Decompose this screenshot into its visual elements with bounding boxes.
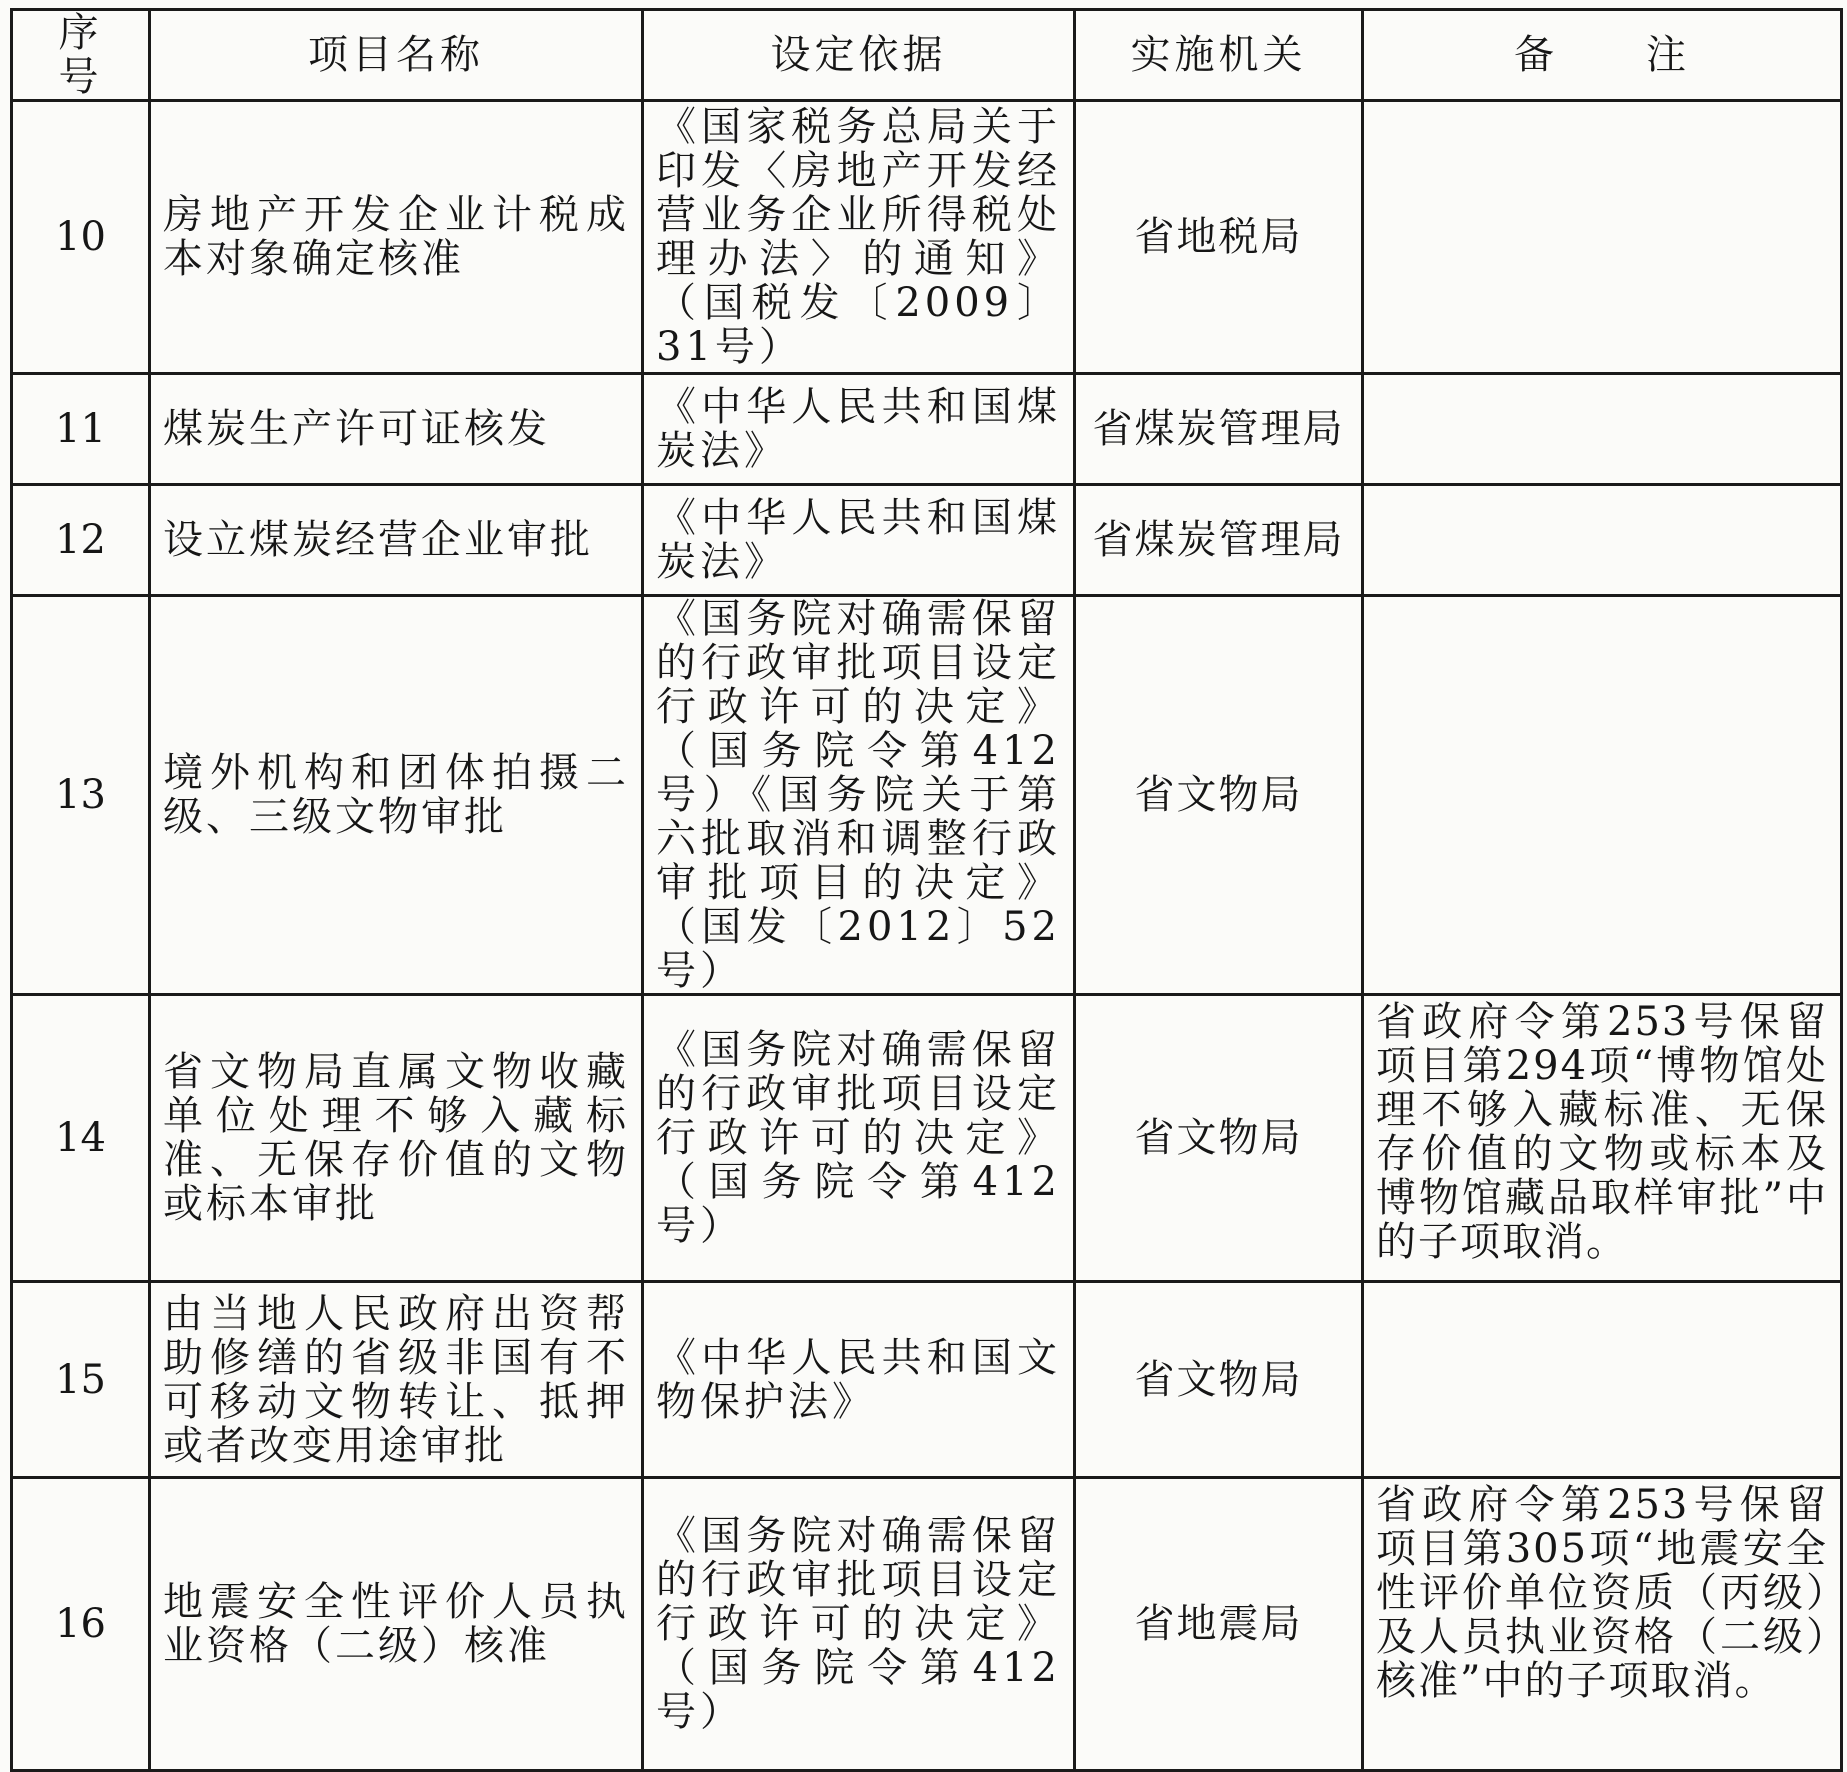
- item-name: 煤炭生产许可证核发: [150, 374, 643, 485]
- legal-basis: 《国务院对确需保留的行政审批项目设定行政许可的决定》（国务院令第412号）: [643, 995, 1075, 1282]
- header-row: [12, 10, 1842, 101]
- table-row: [12, 995, 1842, 1282]
- item-name: 房地产开发企业计税成本对象确定核准: [150, 101, 643, 374]
- legal-basis: 《中华人民共和国煤炭法》: [643, 374, 1075, 485]
- row-number: 11: [12, 374, 150, 485]
- implementing-agency: 省文物局: [1075, 995, 1363, 1282]
- item-name: 由当地人民政府出资帮助修缮的省级非国有不可移动文物转让、抵押或者改变用途审批: [150, 1282, 643, 1478]
- implementing-agency: 省地税局: [1075, 101, 1363, 374]
- remark: [1363, 101, 1842, 374]
- legal-basis: 《国务院对确需保留的行政审批项目设定行政许可的决定》（国务院令第412号）《国务院关于第六批取消和调整行政审批项目的决定》（国发〔2012〕52号）: [643, 596, 1075, 995]
- implementing-agency: 省文物局: [1075, 596, 1363, 995]
- row-number: 12: [12, 485, 150, 596]
- remark: 省政府令第253号保留项目第294项“博物馆处理不够入藏标准、无保存价值的文物或标本及博物馆藏品取样审批”中的子项取消。: [1363, 995, 1842, 1282]
- implementing-agency: 省文物局: [1075, 1282, 1363, 1478]
- legal-basis: 《中华人民共和国煤炭法》: [643, 485, 1075, 596]
- item-name: 境外机构和团体拍摄二级、三级文物审批: [150, 596, 643, 995]
- remark: 省政府令第253号保留项目第305项“地震安全性评价单位资质（丙级）及人员执业资格（二级）核准”中的子项取消。: [1363, 1478, 1842, 1771]
- row-number: 10: [12, 101, 150, 374]
- legal-basis: 《中华人民共和国文物保护法》: [643, 1282, 1075, 1478]
- remark: [1363, 485, 1842, 596]
- remark: [1363, 596, 1842, 995]
- row-number: 13: [12, 596, 150, 995]
- header-implementing-agency: 实施机关: [1075, 10, 1363, 101]
- item-name: 地震安全性评价人员执业资格（二级）核准: [150, 1478, 643, 1771]
- implementing-agency: 省煤炭管理局: [1075, 374, 1363, 485]
- remark: [1363, 1282, 1842, 1478]
- header-remarks: 备 注: [1363, 10, 1842, 101]
- table-row: [12, 101, 1842, 374]
- table-row: [12, 1282, 1842, 1478]
- legal-basis: 《国家税务总局关于印发〈房地产开发经营业务企业所得税处理办法〉的通知》（国税发〔2009〕31号）: [643, 101, 1075, 374]
- legal-basis: 《国务院对确需保留的行政审批项目设定行政许可的决定》（国务院令第412号）: [643, 1478, 1075, 1771]
- row-number: 14: [12, 995, 150, 1282]
- row-number: 16: [12, 1478, 150, 1771]
- header-item-name: 项目名称: [150, 10, 643, 101]
- header-legal-basis: 设定依据: [643, 10, 1075, 101]
- table-row: [12, 485, 1842, 596]
- table-row: [12, 596, 1842, 995]
- remark: [1363, 374, 1842, 485]
- header-seq-no: 序 号: [12, 10, 150, 101]
- implementing-agency: 省地震局: [1075, 1478, 1363, 1771]
- table-row: [12, 1478, 1842, 1771]
- item-name: 省文物局直属文物收藏单位处理不够入藏标准、无保存价值的文物或标本审批: [150, 995, 643, 1282]
- table-row: [12, 374, 1842, 485]
- implementing-agency: 省煤炭管理局: [1075, 485, 1363, 596]
- approval-items-table: [10, 8, 1843, 1772]
- item-name: 设立煤炭经营企业审批: [150, 485, 643, 596]
- row-number: 15: [12, 1282, 150, 1478]
